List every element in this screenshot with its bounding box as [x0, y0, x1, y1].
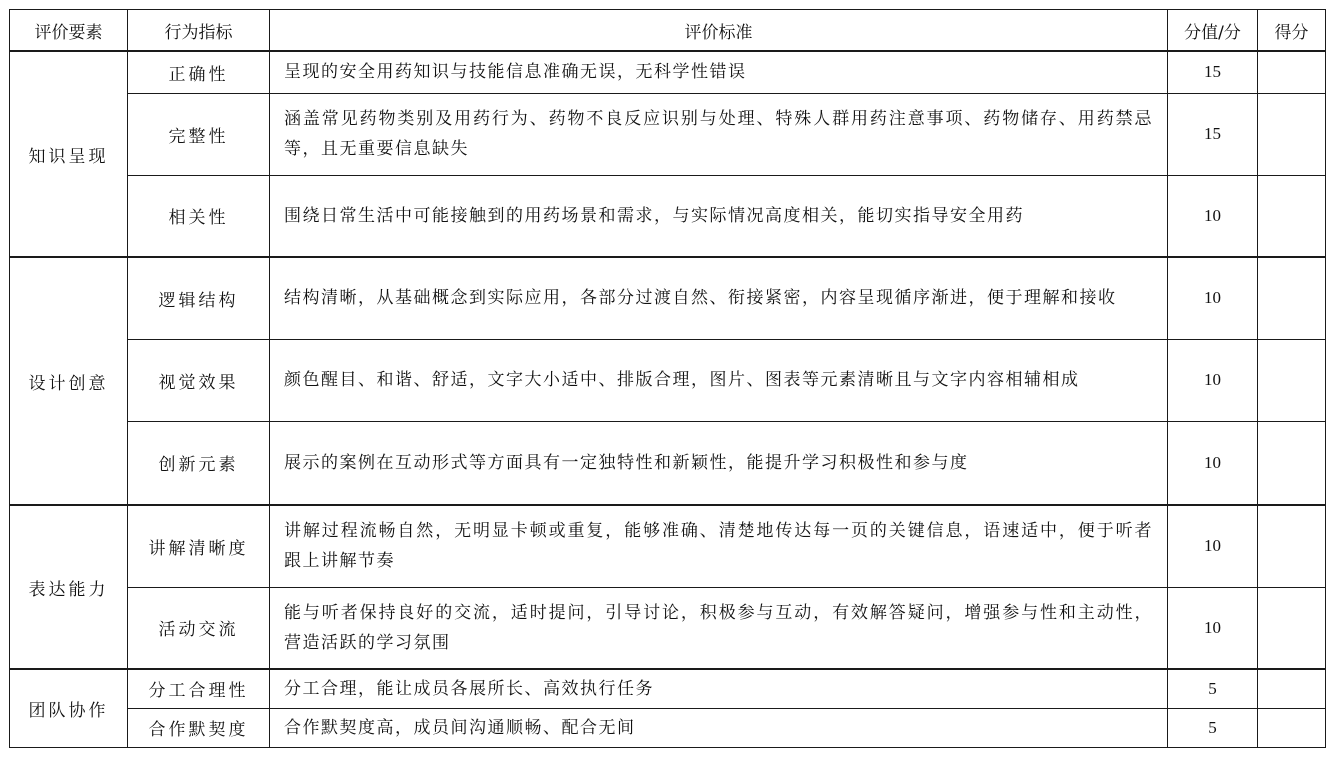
criteria-cell: 合作默契度高，成员间沟通顺畅、配合无间: [270, 708, 1168, 747]
earned-score-input[interactable]: [1258, 421, 1326, 505]
score-cell: 10: [1168, 175, 1258, 257]
indicator-cell: 合作默契度: [128, 708, 270, 747]
table-row: [10, 505, 1326, 587]
score-cell: 10: [1168, 257, 1258, 339]
header-earned: 得分: [1258, 10, 1326, 52]
table-row: [10, 669, 1326, 708]
earned-score-input[interactable]: [1258, 669, 1326, 708]
criteria-cell: 展示的案例在互动形式等方面具有一定独特性和新颖性，能提升学习积极性和参与度: [270, 421, 1168, 505]
score-cell: 15: [1168, 93, 1258, 175]
header-factor: 评价要素: [10, 10, 128, 52]
score-cell: 10: [1168, 421, 1258, 505]
table-row: [10, 339, 1326, 421]
indicator-cell: 活动交流: [128, 587, 270, 669]
criteria-cell: 涵盖常见药物类别及用药行为、药物不良反应识别与处理、特殊人群用药注意事项、药物储存、用药禁忌等，且无重要信息缺失: [270, 93, 1168, 175]
earned-score-input[interactable]: [1258, 505, 1326, 587]
table-row: [10, 587, 1326, 669]
table-row: [10, 93, 1326, 175]
score-cell: 10: [1168, 339, 1258, 421]
header-indicator: 行为指标: [128, 10, 270, 52]
earned-score-input[interactable]: [1258, 587, 1326, 669]
criteria-cell: 呈现的安全用药知识与技能信息准确无误，无科学性错误: [270, 51, 1168, 93]
earned-score-input[interactable]: [1258, 51, 1326, 93]
table-row: [10, 708, 1326, 747]
earned-score-input[interactable]: [1258, 93, 1326, 175]
table-row: [10, 175, 1326, 257]
indicator-cell: 讲解清晰度: [128, 505, 270, 587]
score-cell: 10: [1168, 505, 1258, 587]
earned-score-input[interactable]: [1258, 257, 1326, 339]
indicator-cell: 相关性: [128, 175, 270, 257]
earned-score-input[interactable]: [1258, 339, 1326, 421]
indicator-cell: 完整性: [128, 93, 270, 175]
table-row: [10, 51, 1326, 93]
indicator-cell: 创新元素: [128, 421, 270, 505]
category-cell: 设计创意: [10, 257, 128, 505]
indicator-cell: 正确性: [128, 51, 270, 93]
category-cell: 团队协作: [10, 669, 128, 747]
category-cell: 知识呈现: [10, 51, 128, 257]
table-row: [10, 421, 1326, 505]
score-cell: 10: [1168, 587, 1258, 669]
score-cell: 5: [1168, 669, 1258, 708]
indicator-cell: 视觉效果: [128, 339, 270, 421]
header-score: 分值/分: [1168, 10, 1258, 52]
earned-score-input[interactable]: [1258, 708, 1326, 747]
category-cell: 表达能力: [10, 505, 128, 669]
header-criteria: 评价标准: [270, 10, 1168, 52]
header-row: [10, 10, 1326, 52]
score-cell: 15: [1168, 51, 1258, 93]
criteria-cell: 分工合理，能让成员各展所长、高效执行任务: [270, 669, 1168, 708]
table-row: [10, 257, 1326, 339]
earned-score-input[interactable]: [1258, 175, 1326, 257]
indicator-cell: 逻辑结构: [128, 257, 270, 339]
score-cell: 5: [1168, 708, 1258, 747]
indicator-cell: 分工合理性: [128, 669, 270, 708]
criteria-cell: 颜色醒目、和谐、舒适，文字大小适中、排版合理，图片、图表等元素清晰且与文字内容相辅相成: [270, 339, 1168, 421]
criteria-cell: 围绕日常生活中可能接触到的用药场景和需求，与实际情况高度相关，能切实指导安全用药: [270, 175, 1168, 257]
criteria-cell: 讲解过程流畅自然，无明显卡顿或重复，能够准确、清楚地传达每一页的关键信息，语速适中，便于听者跟上讲解节奏: [270, 505, 1168, 587]
criteria-cell: 结构清晰，从基础概念到实际应用，各部分过渡自然、衔接紧密，内容呈现循序渐进，便于理解和接收: [270, 257, 1168, 339]
evaluation-rubric-table: [9, 9, 1326, 748]
criteria-cell: 能与听者保持良好的交流，适时提问，引导讨论，积极参与互动，有效解答疑问，增强参与性和主动性，营造活跃的学习氛围: [270, 587, 1168, 669]
